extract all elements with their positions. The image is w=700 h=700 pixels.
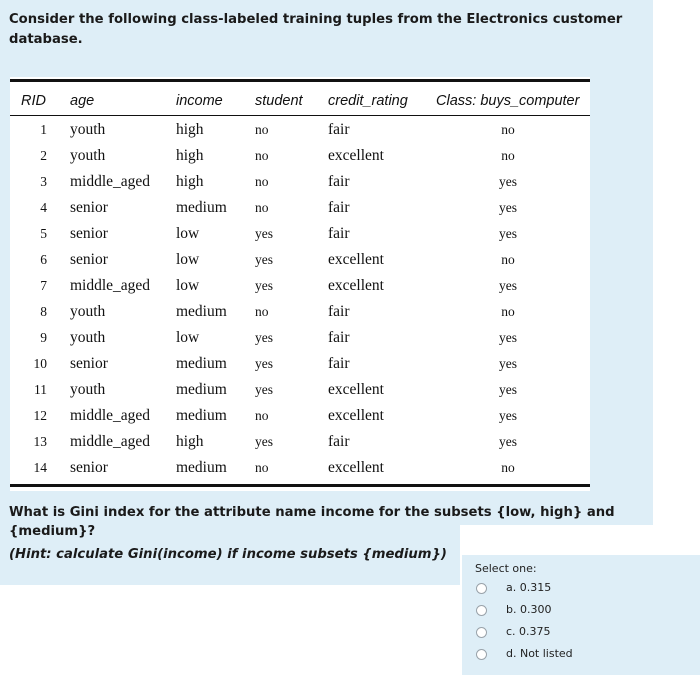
cell-income: low (176, 251, 200, 268)
cell-rid: 5 (40, 226, 47, 241)
table-row (10, 303, 590, 329)
cell-rid: 12 (33, 408, 47, 423)
table-row (10, 407, 590, 433)
table-row (10, 173, 590, 199)
cell-age: youth (70, 121, 106, 138)
cell-credit-rating: fair (328, 433, 350, 450)
radio-button[interactable] (476, 649, 487, 660)
header-class-buys-computer: Class: buys_computer (436, 93, 580, 109)
cell-rid: 4 (40, 200, 47, 215)
cell-rid: 8 (40, 304, 47, 319)
cell-rid: 13 (33, 434, 47, 449)
cell-credit-rating: excellent (328, 381, 384, 398)
cell-rid: 14 (33, 460, 47, 475)
cell-class: yes (499, 174, 517, 189)
cell-rid: 2 (40, 148, 47, 163)
cell-income: high (176, 121, 204, 138)
cell-student: no (255, 200, 269, 215)
cell-rid: 6 (40, 252, 47, 267)
cell-age: youth (70, 329, 106, 346)
cell-credit-rating: fair (328, 173, 350, 190)
cell-income: medium (176, 459, 227, 476)
table-row (10, 381, 590, 407)
cell-student: no (255, 408, 269, 423)
cell-student: yes (255, 330, 273, 345)
cell-class: yes (499, 278, 517, 293)
header-credit-rating: credit_rating (328, 93, 408, 109)
select-one-label: Select one: (475, 562, 537, 575)
cell-income: medium (176, 303, 227, 320)
cell-age: middle_aged (70, 173, 151, 190)
cell-class: no (501, 304, 515, 319)
cell-income: low (176, 225, 200, 242)
header-age: age (70, 93, 95, 109)
header-income: income (176, 93, 223, 109)
cell-income: high (176, 147, 204, 164)
table-row (10, 251, 590, 277)
table-row (10, 121, 590, 147)
option-label: d. Not listed (506, 647, 573, 660)
cell-rid: 9 (40, 330, 47, 345)
header-rid: RID (21, 93, 46, 109)
cell-class: yes (499, 330, 517, 345)
cell-rid: 7 (40, 278, 47, 293)
cell-class: yes (499, 382, 517, 397)
option-label: c. 0.375 (506, 625, 551, 638)
cell-student: no (255, 148, 269, 163)
cell-credit-rating: excellent (328, 251, 384, 268)
radio-button[interactable] (476, 583, 487, 594)
header-student: student (255, 93, 303, 109)
table-row (10, 147, 590, 173)
cell-credit-rating: fair (328, 121, 350, 138)
question-intro: Consider the following class-labeled training tuples from the Electronics customer database. (9, 12, 623, 47)
radio-button[interactable] (476, 627, 487, 638)
table-row (10, 433, 590, 459)
cell-class: yes (499, 434, 517, 449)
cell-rid: 3 (40, 174, 47, 189)
cell-class: yes (499, 226, 517, 241)
cell-income: medium (176, 199, 227, 216)
table-row (10, 459, 590, 485)
cell-student: yes (255, 278, 273, 293)
cell-student: yes (255, 356, 273, 371)
cell-student: no (255, 122, 269, 137)
table-top-rule (10, 79, 590, 82)
cell-student: yes (255, 252, 273, 267)
table-header-rule (10, 115, 590, 116)
cell-income: medium (176, 355, 227, 372)
cell-age: middle_aged (70, 407, 151, 424)
cell-credit-rating: excellent (328, 147, 384, 164)
cell-student: yes (255, 434, 273, 449)
cell-credit-rating: excellent (328, 407, 384, 424)
table-row (10, 199, 590, 225)
cell-age: senior (70, 355, 108, 372)
table-row (10, 355, 590, 381)
option-label: b. 0.300 (506, 603, 552, 616)
cell-class: no (501, 122, 515, 137)
cell-income: high (176, 433, 204, 450)
cell-class: yes (499, 200, 517, 215)
cell-income: low (176, 277, 200, 294)
option-label: a. 0.315 (506, 581, 552, 594)
cell-rid: 10 (33, 356, 47, 371)
cell-rid: 11 (34, 382, 47, 397)
cell-age: middle_aged (70, 433, 151, 450)
cell-student: no (255, 460, 269, 475)
cell-rid: 1 (40, 122, 47, 137)
table-row (10, 225, 590, 251)
cell-age: senior (70, 199, 108, 216)
radio-button[interactable] (476, 605, 487, 616)
cell-student: no (255, 304, 269, 319)
cell-class: yes (499, 356, 517, 371)
question-text: What is Gini index for the attribute name income for the subsets {low, high} and {medium}? (9, 505, 615, 539)
cell-student: no (255, 174, 269, 189)
cell-age: senior (70, 225, 108, 242)
cell-age: youth (70, 147, 106, 164)
cell-age: youth (70, 381, 106, 398)
cell-age: middle_aged (70, 277, 151, 294)
cell-age: senior (70, 459, 108, 476)
cell-class: yes (499, 408, 517, 423)
cell-income: high (176, 173, 204, 190)
table-row (10, 277, 590, 303)
cell-student: yes (255, 382, 273, 397)
cell-credit-rating: fair (328, 225, 350, 242)
cell-age: youth (70, 303, 106, 320)
cell-credit-rating: fair (328, 329, 350, 346)
cell-credit-rating: excellent (328, 277, 384, 294)
cell-credit-rating: excellent (328, 459, 384, 476)
cell-income: medium (176, 381, 227, 398)
cell-class: no (501, 252, 515, 267)
cell-student: yes (255, 226, 273, 241)
cell-income: medium (176, 407, 227, 424)
table-row (10, 329, 590, 355)
cell-credit-rating: fair (328, 199, 350, 216)
cell-income: low (176, 329, 200, 346)
cell-class: no (501, 460, 515, 475)
cell-credit-rating: fair (328, 355, 350, 372)
cell-credit-rating: fair (328, 303, 350, 320)
cell-class: no (501, 148, 515, 163)
cell-age: senior (70, 251, 108, 268)
question-hint: (Hint: calculate Gini(income) if income subsets {medium}) (9, 547, 447, 562)
